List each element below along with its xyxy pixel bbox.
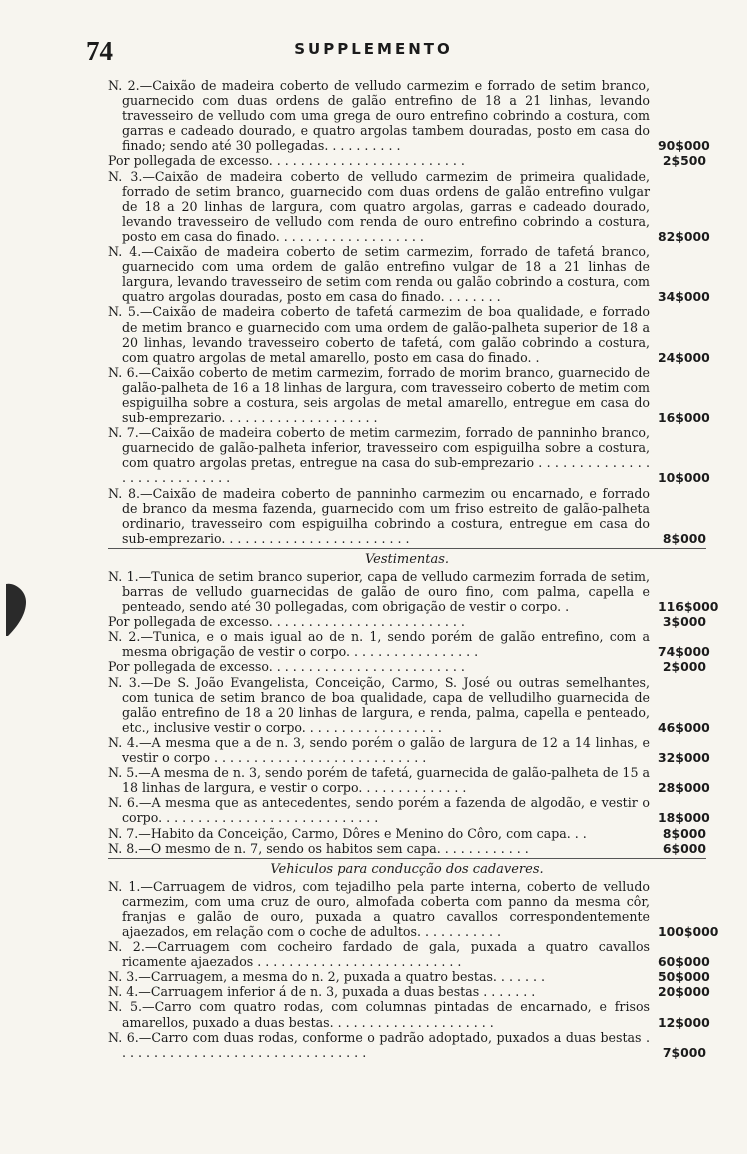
list-item: [108, 939, 710, 970]
item-description: N. 8.—Caixão de madeira coberto de panninho carmezim ou encarnado, e forrado de branco da mesma fazenda, guarnecido com um friso estreito de galão-palheta ordinario, travesseiro com espiguilha cobrindo a costura, entregue em casa do sub-emprezario. . . . . . . . . . . . . . . . . . . . . . . .: [108, 485, 650, 546]
item-description: N. 3.—Carruagem, a mesma do n. 2, puxada a quatro bestas. . . . . . .: [108, 969, 545, 985]
section-vehiculos: [108, 878, 719, 1060]
list-item: [108, 659, 706, 674]
list-item: [108, 969, 710, 985]
list-item: [108, 765, 710, 796]
list-item: [108, 244, 710, 305]
list-item: [108, 734, 710, 766]
item-description: N. 5.—Caixão de madeira coberto de tafetá carmezim de boa qualidade, e forrado de metim branco e guarnecido com uma ordem de galão-palheta superior de 18 a 20 linhas, levando travesseiro coberto de tafetá, com galão cobrindo a costura, com quatro argolas de metal amarello, posto em casa do finado. .: [108, 304, 650, 365]
list-item: [108, 795, 710, 826]
list-item: [108, 304, 710, 365]
item-price: 7$000: [662, 1044, 706, 1060]
list-item: [108, 425, 710, 486]
list-item: [108, 568, 719, 615]
item-price: 18$000: [658, 810, 710, 826]
item-description: N. 8.—O mesmo de n. 7, sendo os habitos sem capa. . . . . . . . . . . .: [108, 840, 529, 856]
list-item: [108, 674, 710, 735]
list-item: [108, 153, 706, 168]
page-edge-blot: [4, 580, 28, 638]
item-price: 10$000: [658, 470, 710, 486]
list-item: [108, 841, 706, 856]
item-description: N. 6.—A mesma que as antecedentes, sendo porém a fazenda de algodão, e vestir o corpo. . . . . . . . . . . . . . . . . . . . . . . . . . . .: [108, 795, 650, 826]
item-description: N. 1.—Tunica de setim branco superior, capa de velludo carmezim forrada de setim, barras de velludo guarnecidas de galão de ouro fino, com palma, capella e penteado, sendo até 30 pollegadas, com obrigação de vestir o corpo. .: [108, 568, 650, 615]
list-item: [108, 486, 706, 546]
item-description: N. 5.—A mesma de n. 3, sendo porém de tafetá, guarnecida de galão-palheta de 15 a 18 linhas de largura, e vestir o corpo. . . . . . . . . . . . . .: [108, 765, 650, 796]
item-description: Por pollegada de excesso. . . . . . . . . . . . . . . . . . . . . . . . .: [108, 614, 465, 630]
item-price: 2$000: [662, 659, 706, 675]
item-description: N. 3.—Caixão de madeira coberto de velludo carmezim de primeira qualidade, forrado de setim branco, guarnecido com duas ordens de galão entrefino vulgar de 18 a 20 linhas de largura, com quatro argolas, garras e cadeado dourado, levando travesseiro de velludo com renda de ouro entrefino cobrindo a costura, posto em casa do finado. . . . . . . . . . . . . . . . . . .: [108, 168, 650, 244]
price-list: [108, 78, 719, 1060]
page-number: 74: [86, 36, 113, 66]
item-price: 74$000: [658, 644, 710, 660]
item-price: 20$000: [658, 984, 710, 1000]
item-price: 3$000: [662, 614, 706, 630]
item-description: N. 2.—Carruagem com cocheiro fardado de gala, puxada a quatro cavallos ricamente ajaezados . . . . . . . . . . . . . . . . . . . . . . . . . .: [108, 939, 650, 970]
item-description: Por pollegada de excesso. . . . . . . . . . . . . . . . . . . . . . . . .: [108, 659, 465, 675]
item-price: 34$000: [658, 289, 710, 305]
list-item: [108, 629, 710, 660]
item-description: N. 4.—A mesma que a de n. 3, sendo porém o galão de largura de 12 a 14 linhas, e vestir o corpo . . . . . . . . . . . . . . . . . . . . . . . . . . .: [108, 734, 650, 766]
item-description: N. 2.—Caixão de madeira coberto de velludo carmezim e forrado de setim branco, guarnecido com duas ordens de galão entrefino de 18 a 21 linhas, levando travesseiro de velludo com uma grega de ouro entrefino cobrindo a costura, com garras e cadeado dourado, e quatro argolas tambem douradas, posto em casa do finado; sendo até 30 pollegadas. . . . . . . . . .: [108, 78, 650, 154]
item-price: 28$000: [658, 780, 710, 796]
section-vestimentas: [108, 568, 719, 856]
item-description: N. 4.—Caixão de madeira coberto de setim carmezim, forrado de tafetá branco, guarnecido com uma ordem de galão entrefino vulgar de 18 a 21 linhas de largura, levando travesseiro de setim com renda ou galão cobrindo a costura, com quatro argolas douradas, posto em casa do finado. . . . . . . .: [108, 244, 650, 305]
page-header: [0, 32, 747, 66]
item-description: N. 4.—Carruagem inferior á de n. 3, puxada a duas bestas . . . . . . .: [108, 984, 536, 1000]
item-description: N. 3.—De S. João Evangelista, Conceição, Carmo, S. José ou outras semelhantes, com tunica de setim branco de boa qualidade, capa de velludilho guarnecida de galão entrefino de 18 a 20 linhas de largura, e renda, palma, capella e penteado, etc., inclusive vestir o corpo. . . . . . . . . . . . . . . . . .: [108, 674, 650, 735]
item-price: 24$000: [658, 349, 710, 365]
list-item: [108, 826, 706, 841]
item-description: N. 2.—Tunica, e o mais igual ao de n. 1, sendo porém de galão entrefino, com a mesma obrigação de vestir o corpo. . . . . . . . . . . . . . . . .: [108, 629, 650, 660]
item-price: 90$000: [658, 138, 710, 154]
list-item: [108, 614, 706, 629]
item-price: 6$000: [662, 840, 706, 856]
section-divider: [108, 548, 706, 549]
item-price: 2$500: [662, 153, 706, 169]
item-price: 8$000: [662, 825, 706, 841]
item-price: 32$000: [658, 750, 710, 766]
item-price: 82$000: [658, 228, 710, 244]
section-caixoes: [108, 78, 710, 546]
item-price: 46$000: [658, 719, 710, 735]
item-price: 16$000: [658, 410, 710, 426]
list-item: [108, 168, 710, 244]
item-price: 60$000: [658, 954, 710, 970]
list-item: [108, 364, 710, 426]
item-description: Por pollegada de excesso. . . . . . . . . . . . . . . . . . . . . . . . .: [108, 153, 465, 169]
section-divider: [108, 858, 706, 859]
item-description: N. 7.—Habito da Conceição, Carmo, Dôres e Menino do Côro, com capa. . .: [108, 825, 587, 841]
item-description: N. 7.—Caixão de madeira coberto de metim carmezim, forrado de panninho branco, guarnecido de galão-palheta inferior, travesseiro com espiguilha sobre a costura, com quatro argolas pretas, entregue na casa do sub-emprezario . . . . . . . . . . . . . . . . . . . . . . . . . . . .: [108, 425, 650, 486]
item-description: N. 5.—Carro com quatro rodas, com columnas pintadas de encarnado, e frisos amarellos, puxado a duas bestas. . . . . . . . . . . . . . . . . . . . .: [108, 999, 650, 1030]
item-price: 12$000: [658, 1014, 710, 1030]
item-price: 100$000: [658, 923, 719, 939]
item-description: N. 1.—Carruagem de vidros, com tejadilho pela parte interna, coberto de velludo carmezim, com uma cruz de ouro, almofada coberta com panno da mesma côr, franjas e galão de ouro, puxada a quatro cavallos correspondentemente ajaezados, em relação com o coche de adultos. . . . . . . . . . .: [108, 878, 650, 939]
item-description: N. 6.—Caixão coberto de metim carmezim, forrado de morim branco, guarnecido de galão-palheta de 16 a 18 linhas de largura, com travesseiro coberto de metim com espiguilha sobre a costura, seis argolas de metal amarello, entregue em casa do sub-emprezario. . . . . . . . . . . . . . . . . . . .: [108, 364, 650, 426]
item-price: 116$000: [658, 599, 719, 615]
list-item: [108, 1030, 706, 1060]
item-description: N. 6.—Carro com duas rodas, conforme o padrão adoptado, puxados a duas bestas . . . . . . . . . . . . . . . . . . . . . . . . . . . . . . . .: [108, 1029, 650, 1060]
list-item: [108, 984, 710, 1000]
list-item: [108, 999, 710, 1030]
item-price: 50$000: [658, 969, 710, 985]
section-title-vehiculos: Vehiculos para conducção dos cadaveres.: [270, 861, 544, 877]
list-item: [108, 878, 719, 939]
section-title-vestimentas: Vestimentas.: [364, 551, 450, 567]
list-item: [108, 78, 710, 154]
running-title: SUPPLEMENTO: [294, 40, 453, 58]
item-price: 8$000: [662, 530, 706, 546]
